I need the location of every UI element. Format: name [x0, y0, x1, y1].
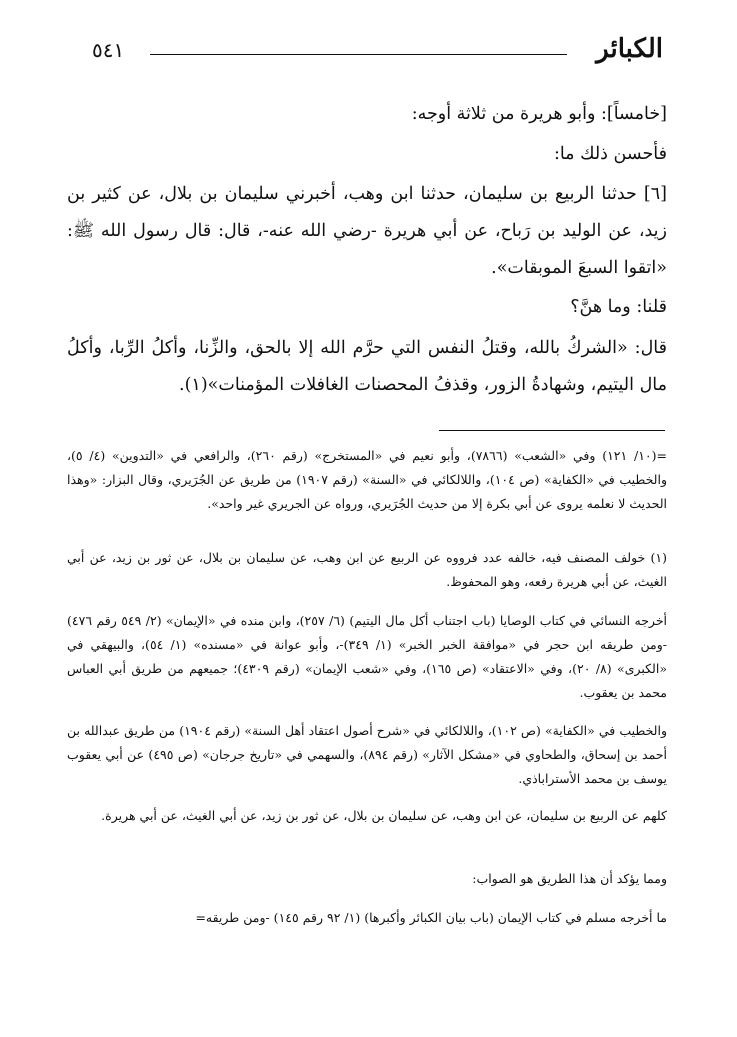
body-paragraph-4 [67, 289, 667, 326]
footnote-text: والخطيب في «الكفاية» (ص ١٠٢)، واللالكائي في «شرح أصول اعتقاد أهل السنة» (رقم ١٩٠٤) من طريق عبدالله بن أحمد بن إسحاق، والطحاوي في «مشكل الآثار» (رقم ٨٩٤)، والسهمي في «تاريخ جرجان» (ص ٤٩٥) عن أبي يعقوب يوسف بن محمد الأستراباذي. [67, 723, 668, 786]
running-title: الكبائر [596, 34, 663, 64]
hadith-paragraph [67, 176, 667, 287]
body-paragraph-1 [67, 96, 667, 133]
header-rule [150, 54, 567, 55]
footnote-continuation [67, 444, 667, 516]
paragraph-text: فأحسن ذلك ما: [553, 144, 667, 164]
body-paragraph-2 [67, 136, 667, 173]
footnote-paragraph [67, 906, 667, 930]
footnote-1 [67, 546, 667, 594]
footnote-paragraph [67, 609, 667, 705]
footnote-text: ما أخرجه مسلم في كتاب الإيمان (باب بيان الكبائر وأكبرها) (١/ ٩٢ رقم ١٤٥) -ومن طريقه= [195, 910, 667, 925]
footnote-text: ومما يؤكد أن هذا الطريق هو الصواب: [472, 871, 667, 886]
paragraph-text: قلنا: وما هنَّ؟ [570, 297, 667, 317]
footnote-paragraph [67, 867, 667, 891]
paragraph-text: قال: «الشركُ بالله، وقتلُ النفس التي حرَّم الله إلا بالحق، والزِّنا، وأكلُ الرِّبا، وأكلُ مال اليتيم، وشهادةُ الزور، وقذفُ المحصنات الغافلات المؤمنات»(١). [67, 338, 667, 395]
page-header [92, 34, 663, 74]
footnote-separator [439, 430, 665, 431]
footnote-paragraph [67, 719, 667, 791]
body-paragraph-5 [67, 330, 667, 404]
page-number: ٥٤١ [92, 38, 125, 62]
footnote-paragraph [67, 804, 667, 828]
footnote-text: كلهم عن الربيع بن سليمان، عن ابن وهب، عن سليمان بن بلال، عن ثور بن زيد، عن أبي الغيث، عن أبي هريرة. [101, 808, 667, 823]
footnote-text: (١) خولف المصنف فيه، خالفه عدد فرووه عن الربيع عن ابن وهب، عن سليمان بن بلال، عن ثور بن زيد، عن أبي الغيث، عن أبي هريرة رفعه، وهو المحفوظ. [67, 550, 667, 589]
paragraph-text: [٦] حدثنا الربيع بن سليمان، حدثنا ابن وهب، أخبرني سليمان بن بلال، عن كثير بن زيد، عن الوليد بن رَباح، عن أبي هريرة -رضي الله عنه-، قال: قال رسول الله ﷺ: «اتقوا السبعَ الموبقات». [67, 184, 667, 278]
paragraph-text: [خامساً]: وأبو هريرة من ثلاثة أوجه: [411, 104, 667, 124]
footnote-text: أخرجه النسائي في كتاب الوصايا (باب اجتناب أكل مال اليتيم) (٦/ ٢٥٧)، وابن منده في «الإيمان» (٢/ ٥٤٩ رقم ٤٧٦) -ومن طريقه ابن حجر في «موافقة الخبر الخبر» (١/ ٣٤٩)-، وأبو عوانة في «مسنده» (١/ ٥٤)، والبيهقي في «الكبرى» (٨/ ٢٠)، وفي «الاعتقاد» (ص ١٦٥)، وفي «شعب الإيمان» (رقم ٤٣٠٩)؛ جميعهم من طريق أبي العباس محمد بن يعقوب. [67, 613, 668, 700]
footnote-text: =(١٠/ ١٢١) وفي «الشعب» (٧٨٦٦)، وأبو نعيم في «المستخرج» (رقم ٢٦٠)، والرافعي في «التدوين» (٤/ ٥)، والخطيب في «الكفاية» (ص ١٠٤)، واللالكائي في «السنة» (رقم ١٩٠٧) من طريق عن الجُرَيري، وقال البزار: «وهذا الحديث لا نعلمه يروى عن أبي بكرة إلا من حديث الجُرَيري، ورواه عن الجريري غير واحد». [67, 448, 668, 511]
